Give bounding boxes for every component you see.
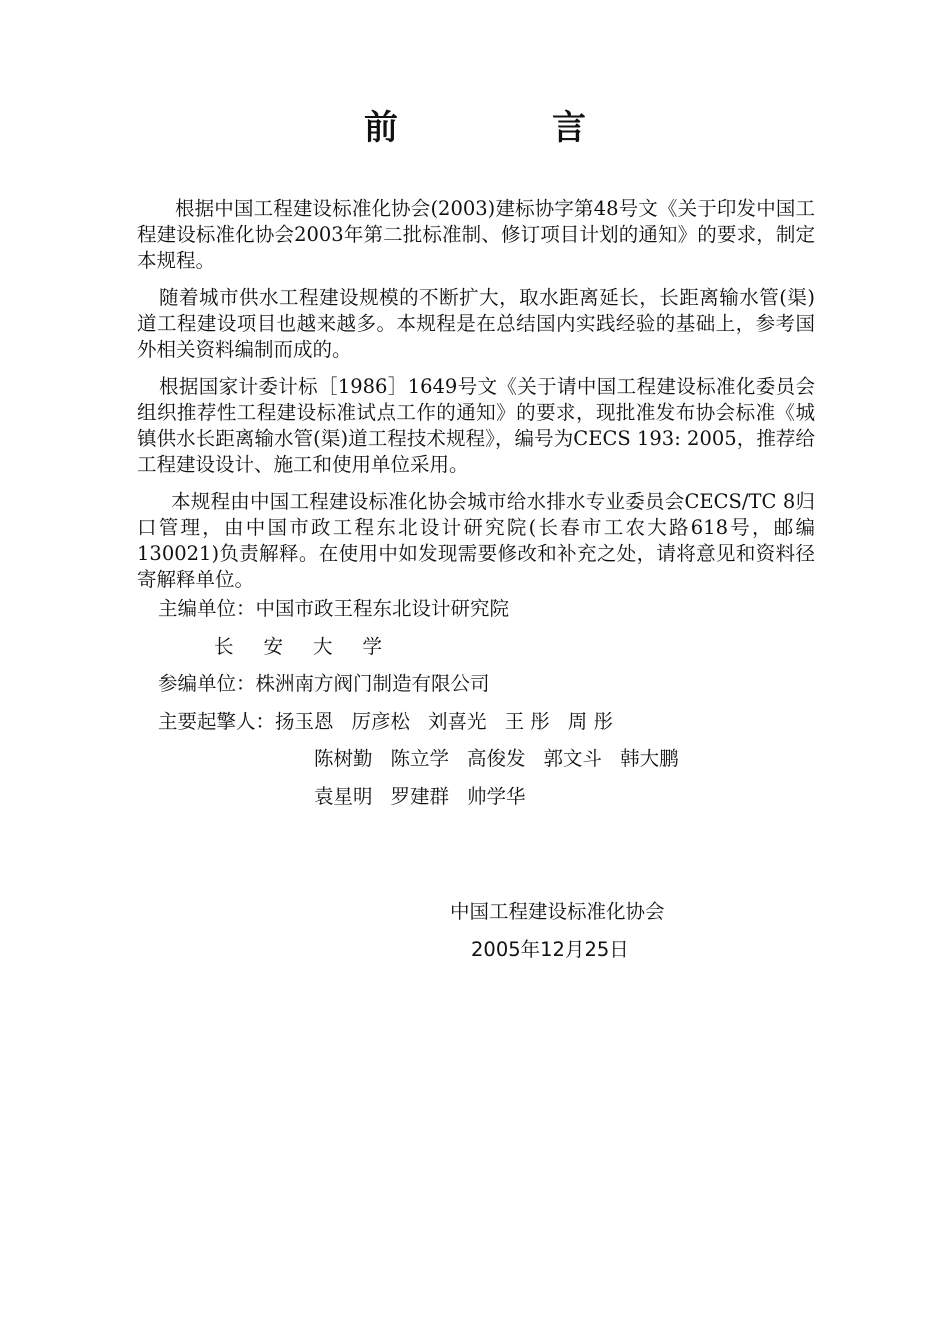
issuer-name: 中国工程建设标准化协会 <box>450 900 665 923</box>
drafter-name: 陈立学 <box>390 747 450 770</box>
chief-editor-unit-2-char: 大 <box>313 634 333 658</box>
drafter-name: 高俊发 <box>467 747 526 770</box>
drafters-label: 主要起擎人： <box>158 709 276 733</box>
credits-block <box>158 596 679 821</box>
drafters-line-3 <box>158 784 679 822</box>
participant-unit: 株洲南方阀门制造有限公司 <box>255 672 490 695</box>
preface-body <box>137 196 815 604</box>
drafter-name: 罗建群 <box>390 784 450 808</box>
chief-editor-unit-2 <box>158 634 679 672</box>
issue-date: 2005年12月25日 <box>471 938 629 961</box>
chief-editor-unit-2-char: 安 <box>263 634 284 658</box>
participant-label: 参编单位： <box>158 672 256 695</box>
drafter-name: 韩大鹏 <box>620 747 679 770</box>
chief-editor-unit-2-char: 长 <box>214 634 234 658</box>
drafters-line-1 <box>158 709 679 747</box>
paragraph-3: 根据国家计委计标［1986］1649号文《关于请中国工程建设标准化委员会组织推荐性工程建设标准试点工作的通知》的要求，现批准发布协会标准《城镇供水长距离输水管(渠)道工程技术规程》，编号为CECS 193: 2005，推荐给工程建设设计、施工和使用单位采用。 <box>137 375 815 476</box>
drafter-name: 周 彤 <box>567 709 613 733</box>
page-title: 前 言 <box>364 108 646 148</box>
chief-editor-label: 主编单位： <box>158 597 256 620</box>
drafters-line-2 <box>158 746 679 784</box>
participant-line <box>158 671 679 709</box>
drafter-name: 帅学华 <box>467 784 526 808</box>
drafter-name: 王 彤 <box>504 709 550 733</box>
drafter-name: 扬玉恩 <box>275 709 334 733</box>
chief-editor-line <box>158 596 679 634</box>
drafter-name: 厉彦松 <box>351 709 411 733</box>
paragraph-4: 本规程由中国工程建设标准化协会城市给水排水专业委员会CECS/TC 8归口管理，由中国市政工程东北设计研究院(长春市工农大路618号，邮编130021)负责解释。在使用中如发现需要修改和补充之处，请将意见和资料径寄解释单位。 <box>137 490 815 591</box>
paragraph-2: 随着城市供水工程建设规模的不断扩大，取水距离延长，长距离输水管(渠)道工程建设项目也越来越多。本规程是在总结国内实践经验的基础上，参考国外相关资料编制而成的。 <box>137 286 815 361</box>
drafter-name: 陈树勤 <box>314 747 373 770</box>
drafter-name: 郭文斗 <box>543 747 603 770</box>
paragraph-1: 根据中国工程建设标准化协会(2003)建标协字第48号文《关于印发中国工程建设标准化协会2003年第二批标准制、修订项目计划的通知》的要求，制定本规程。 <box>137 197 815 272</box>
chief-editor-unit-1: 中国市政王程东北设计研究院 <box>255 597 510 620</box>
drafter-name: 袁星明 <box>314 784 373 808</box>
chief-editor-unit-2-char: 学 <box>362 634 383 658</box>
drafter-name: 刘喜光 <box>428 709 487 733</box>
